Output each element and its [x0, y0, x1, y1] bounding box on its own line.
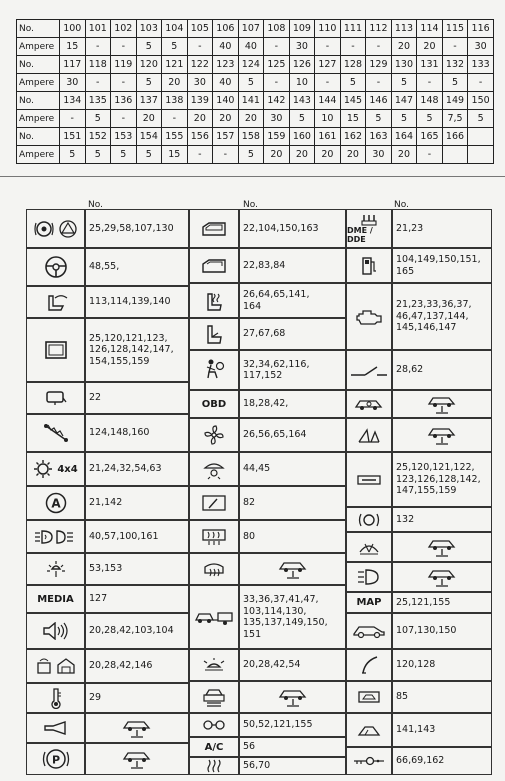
table-cell: 158 [238, 128, 264, 146]
fuse-list: 20,28,42,54 [239, 649, 346, 681]
four-by-four-icon [26, 452, 85, 486]
table-cell: 5 [417, 110, 443, 128]
fuse-list: 82 [239, 486, 346, 520]
row-label: No. [17, 92, 60, 110]
fuse-list: 124,148,160 [85, 414, 189, 452]
table-cell: - [315, 38, 341, 56]
table-cell: 106 [213, 20, 239, 38]
fuse-list: 56 [239, 737, 346, 757]
table-cell: 40 [213, 74, 239, 92]
car-lift-icon [239, 681, 346, 713]
park-sensor-icon [346, 681, 392, 713]
car-diagnostic-icon [346, 390, 392, 418]
fan-icon [189, 418, 239, 452]
table-cell: 116 [468, 20, 494, 38]
table-cell: 20 [187, 110, 213, 128]
heater-icon [189, 757, 239, 775]
table-cell: 150 [468, 92, 494, 110]
parking-brake-icon [26, 743, 85, 775]
fuse-list: 127 [85, 585, 189, 613]
window-icon [189, 248, 239, 283]
table-cell: 5 [136, 38, 162, 56]
row-label: Ampere [17, 38, 60, 56]
table-cell: 123 [213, 56, 239, 74]
mirror-icon [26, 382, 85, 414]
trailer-towing-icon [189, 585, 239, 649]
table-cell: 15 [162, 146, 188, 164]
auto-mode-icon [26, 486, 85, 520]
table-cell: 153 [111, 128, 137, 146]
seat-adjust-icon [26, 286, 85, 318]
ac-label: A/C [204, 741, 224, 753]
table-cell: - [111, 110, 137, 128]
airbag-icon [189, 350, 239, 390]
table-cell: 141 [238, 92, 264, 110]
control-switch-icon [346, 350, 392, 390]
table-cell [468, 146, 494, 164]
fuse-list: 25,29,58,107,130 [85, 209, 189, 248]
row-label: No. [17, 128, 60, 146]
table-cell: 130 [391, 56, 417, 74]
table-cell: - [111, 74, 137, 92]
table-cell: - [264, 38, 290, 56]
fuse-list: 104,149,150,151, 165 [392, 248, 492, 283]
heated-windshield-icon [189, 553, 239, 585]
fuse-list: 66,69,162 [392, 747, 492, 775]
sensor-icon [189, 713, 239, 737]
row-label: Ampere [17, 110, 60, 128]
table-cell: 135 [85, 92, 111, 110]
table-cell: 15 [60, 38, 86, 56]
speaker-icon [26, 613, 85, 649]
table-cell [468, 128, 494, 146]
table-cell: 137 [136, 92, 162, 110]
fuse-list: 53,153 [85, 553, 189, 585]
fuse-ampere-table [16, 19, 494, 164]
table-cell: 100 [60, 20, 86, 38]
table-cell: - [187, 146, 213, 164]
table-cell: 10 [289, 74, 315, 92]
table-cell: 5 [442, 74, 468, 92]
fuse-list: 25,120,121,122, 123,126,128,142, 147,155,159 [392, 452, 492, 507]
key-icon [346, 747, 392, 775]
table-cell: 154 [136, 128, 162, 146]
table-cell: 136 [111, 92, 137, 110]
fuse-list: 26,56,65,164 [239, 418, 346, 452]
car-lift-icon [392, 562, 492, 592]
table-cell: - [85, 38, 111, 56]
table-cell: 126 [289, 56, 315, 74]
table-cell: 164 [391, 128, 417, 146]
table-cell: 125 [264, 56, 290, 74]
table-cell: 113 [391, 20, 417, 38]
rear-wiper-icon [189, 486, 239, 520]
table-cell: - [442, 38, 468, 56]
table-cell: - [366, 74, 392, 92]
steering-wheel-icon [26, 248, 85, 286]
display-screen-icon [26, 318, 85, 382]
obd-label: OBD [201, 398, 227, 410]
table-cell: 5 [366, 110, 392, 128]
fuse-list: 56,70 [239, 757, 346, 775]
table-cell: 151 [60, 128, 86, 146]
table-cell: 20 [289, 146, 315, 164]
fuse-list: 107,130,150 [392, 613, 492, 649]
table-cell: 102 [111, 20, 137, 38]
seat-heating-icon [189, 283, 239, 318]
table-cell: - [111, 38, 137, 56]
table-cell: 15 [340, 110, 366, 128]
table-cell: 142 [264, 92, 290, 110]
table-cell: 109 [289, 20, 315, 38]
fuse-list: 50,52,121,155 [239, 713, 346, 737]
seat-icon [189, 318, 239, 350]
car-lift-icon [392, 390, 492, 418]
table-cell: 149 [442, 92, 468, 110]
table-cell: 30 [60, 74, 86, 92]
fuse-list: 28,62 [392, 350, 492, 390]
fuse-list: 18,28,42, [239, 390, 346, 418]
table-cell: 161 [315, 128, 341, 146]
interior-light-icon [26, 553, 85, 585]
table-cell: 20 [315, 146, 341, 164]
table-cell: 20 [340, 146, 366, 164]
table-cell: 5 [391, 74, 417, 92]
media-label: MEDIA [37, 593, 74, 605]
ampere-table-row [17, 20, 494, 38]
table-cell: - [417, 146, 443, 164]
table-cell: - [315, 74, 341, 92]
fuse-list: 22,104,150,163 [239, 209, 346, 248]
fuse-list: 26,64,65,141, 164 [239, 283, 346, 318]
table-cell: 5 [238, 74, 264, 92]
table-cell: 5 [136, 146, 162, 164]
table-cell: 110 [315, 20, 341, 38]
table-cell: 20 [391, 38, 417, 56]
col3-header: No. [394, 200, 409, 210]
fuse-list: 40,57,100,161 [85, 520, 189, 553]
table-cell: 20 [213, 110, 239, 128]
temperature-icon [26, 683, 85, 713]
dme-dde-cell [346, 209, 392, 248]
fuse-list: 22,83,84 [239, 248, 346, 283]
table-cell: - [213, 146, 239, 164]
table-cell: 5 [85, 110, 111, 128]
ampere-table-row [17, 38, 494, 56]
fuse-list: 22 [85, 382, 189, 414]
table-cell: 5 [238, 146, 264, 164]
table-cell: 133 [468, 56, 494, 74]
fuse-list: 21,23 [392, 209, 492, 248]
wiper-icon [346, 532, 392, 562]
table-cell: 20 [417, 38, 443, 56]
table-cell: 40 [238, 38, 264, 56]
fuse-list: 85 [392, 681, 492, 713]
table-cell: 30 [187, 74, 213, 92]
fuse-list: 113,114,139,140 [85, 286, 189, 318]
ampere-table-row [17, 110, 494, 128]
table-cell: 103 [136, 20, 162, 38]
car-body-icon [346, 613, 392, 649]
table-cell: 129 [366, 56, 392, 74]
table-cell: 30 [468, 38, 494, 56]
car-lift-icon [85, 743, 189, 775]
table-cell: 122 [187, 56, 213, 74]
ampere-table-row [17, 56, 494, 74]
table-cell: 114 [417, 20, 443, 38]
table-cell: 120 [136, 56, 162, 74]
brake-pad-icon [346, 507, 392, 532]
table-cell: 5 [111, 146, 137, 164]
door-icon [189, 209, 239, 248]
col1-header: No. [88, 200, 103, 210]
table-cell: 148 [417, 92, 443, 110]
table-cell: 7,5 [442, 110, 468, 128]
table-cell: 5 [162, 38, 188, 56]
table-cell: 124 [238, 56, 264, 74]
car-lift-icon [392, 532, 492, 562]
rear-defroster-icon [189, 520, 239, 553]
table-cell: 119 [111, 56, 137, 74]
table-cell: 140 [213, 92, 239, 110]
table-cell: 104 [162, 20, 188, 38]
ac-label-cell [189, 737, 239, 757]
table-cell: 20 [264, 146, 290, 164]
row-label: Ampere [17, 74, 60, 92]
table-cell: 40 [213, 38, 239, 56]
table-cell: 20 [238, 110, 264, 128]
table-cell: 131 [417, 56, 443, 74]
table-cell: 166 [442, 128, 468, 146]
table-cell: 144 [315, 92, 341, 110]
brake-warning-icon [26, 209, 85, 248]
fuse-list: 25,120,121,123, 126,128,142,147, 154,155,159 [85, 318, 189, 382]
table-cell: 156 [187, 128, 213, 146]
svg-text:A: A [50, 496, 61, 511]
media-label-cell [26, 585, 85, 613]
lift-control-icon [189, 681, 239, 713]
table-cell: - [162, 110, 188, 128]
fuse-list: 21,142 [85, 486, 189, 520]
fuse-list: 120,128 [392, 649, 492, 681]
table-cell: - [417, 74, 443, 92]
table-cell: 30 [366, 146, 392, 164]
ampere-table-row [17, 74, 494, 92]
table-cell: - [366, 38, 392, 56]
table-cell: 147 [391, 92, 417, 110]
row-label: No. [17, 56, 60, 74]
table-cell: 105 [187, 20, 213, 38]
fuse-list: 32,34,62,116, 117,152 [239, 350, 346, 390]
col2-header: No. [243, 200, 258, 210]
fuse-list: 20,28,42,103,104 [85, 613, 189, 649]
map-label: MAP [356, 597, 382, 608]
ambient-light-icon [189, 649, 239, 681]
table-cell: 127 [315, 56, 341, 74]
table-cell: 115 [442, 20, 468, 38]
table-cell: 20 [162, 74, 188, 92]
table-cell: 5 [468, 110, 494, 128]
table-cell: 157 [213, 128, 239, 146]
table-cell: 10 [315, 110, 341, 128]
svg-text:P: P [51, 753, 60, 767]
table-cell: 118 [85, 56, 111, 74]
row-label: No. [17, 20, 60, 38]
ampere-table-row [17, 146, 494, 164]
map-label-cell [346, 592, 392, 613]
table-cell: 5 [60, 146, 86, 164]
ampere-table-row [17, 128, 494, 146]
table-cell: 145 [340, 92, 366, 110]
table-cell: 162 [340, 128, 366, 146]
divider [0, 176, 505, 177]
garage-door-opener-icon [26, 649, 85, 683]
table-cell: 20 [391, 146, 417, 164]
table-cell: 138 [162, 92, 188, 110]
4x4-label: 4x4 [57, 463, 78, 475]
high-beam-icon [346, 562, 392, 592]
table-cell: 20 [136, 110, 162, 128]
table-cell: 5 [340, 74, 366, 92]
car-lift-icon [85, 713, 189, 743]
wiper-washer-icon [189, 452, 239, 486]
table-cell: 101 [85, 20, 111, 38]
dme-dde-label: DME / DDE [347, 225, 373, 244]
table-cell: 5 [85, 146, 111, 164]
table-cell: 117 [60, 56, 86, 74]
fuse-list: 25,121,155 [392, 592, 492, 613]
table-cell: 107 [238, 20, 264, 38]
obd-label-cell [189, 390, 239, 418]
table-cell: 134 [60, 92, 86, 110]
table-cell: 108 [264, 20, 290, 38]
car-lift-icon [392, 418, 492, 452]
fuse-list: 141,143 [392, 713, 492, 747]
table-cell: 112 [366, 20, 392, 38]
table-cell: 128 [340, 56, 366, 74]
fuse-list: 132 [392, 507, 492, 532]
table-cell: 160 [289, 128, 315, 146]
trunk-icon [346, 713, 392, 747]
table-cell: - [85, 74, 111, 92]
table-cell: - [468, 74, 494, 92]
table-cell: - [187, 38, 213, 56]
table-cell: 5 [289, 110, 315, 128]
table-cell: 146 [366, 92, 392, 110]
suspension-icon [346, 418, 392, 452]
engine-icon [346, 283, 392, 350]
table-cell: 30 [264, 110, 290, 128]
fuse-list: 27,67,68 [239, 318, 346, 350]
fuse-list: 29 [85, 683, 189, 713]
ampere-table-row [17, 92, 494, 110]
table-cell: 121 [162, 56, 188, 74]
table-cell: 163 [366, 128, 392, 146]
headlight-module-icon [346, 452, 392, 507]
table-cell: 152 [85, 128, 111, 146]
fuse-list: 80 [239, 520, 346, 553]
table-cell: 132 [442, 56, 468, 74]
table-cell: 139 [187, 92, 213, 110]
fuse-list: 21,24,32,54,63 [85, 452, 189, 486]
table-cell: 5 [391, 110, 417, 128]
shock-absorber-icon [26, 414, 85, 452]
table-cell: 155 [162, 128, 188, 146]
car-lift-icon [239, 553, 346, 585]
table-cell: - [60, 110, 86, 128]
fuse-assignment-table [26, 209, 492, 775]
fuse-list: 48,55, [85, 248, 189, 286]
table-cell: 165 [417, 128, 443, 146]
table-cell [442, 146, 468, 164]
fuse-list: 33,36,37,41,47, 103,114,130, 135,137,149,150, 151 [239, 585, 346, 649]
table-cell: 5 [136, 74, 162, 92]
antenna-icon [346, 649, 392, 681]
fog-light-icon [26, 520, 85, 553]
table-cell: 30 [289, 38, 315, 56]
table-cell: - [340, 38, 366, 56]
table-cell: 143 [289, 92, 315, 110]
fuse-list: 21,23,33,36,37, 46,47,137,144, 145,146,147 [392, 283, 492, 350]
table-cell: - [264, 74, 290, 92]
fuse-list: 20,28,42,146 [85, 649, 189, 683]
fuel-pump-icon [346, 248, 392, 283]
table-cell: 159 [264, 128, 290, 146]
horn-icon [26, 713, 85, 743]
row-label: Ampere [17, 146, 60, 164]
fuse-list: 44,45 [239, 452, 346, 486]
table-cell: 111 [340, 20, 366, 38]
